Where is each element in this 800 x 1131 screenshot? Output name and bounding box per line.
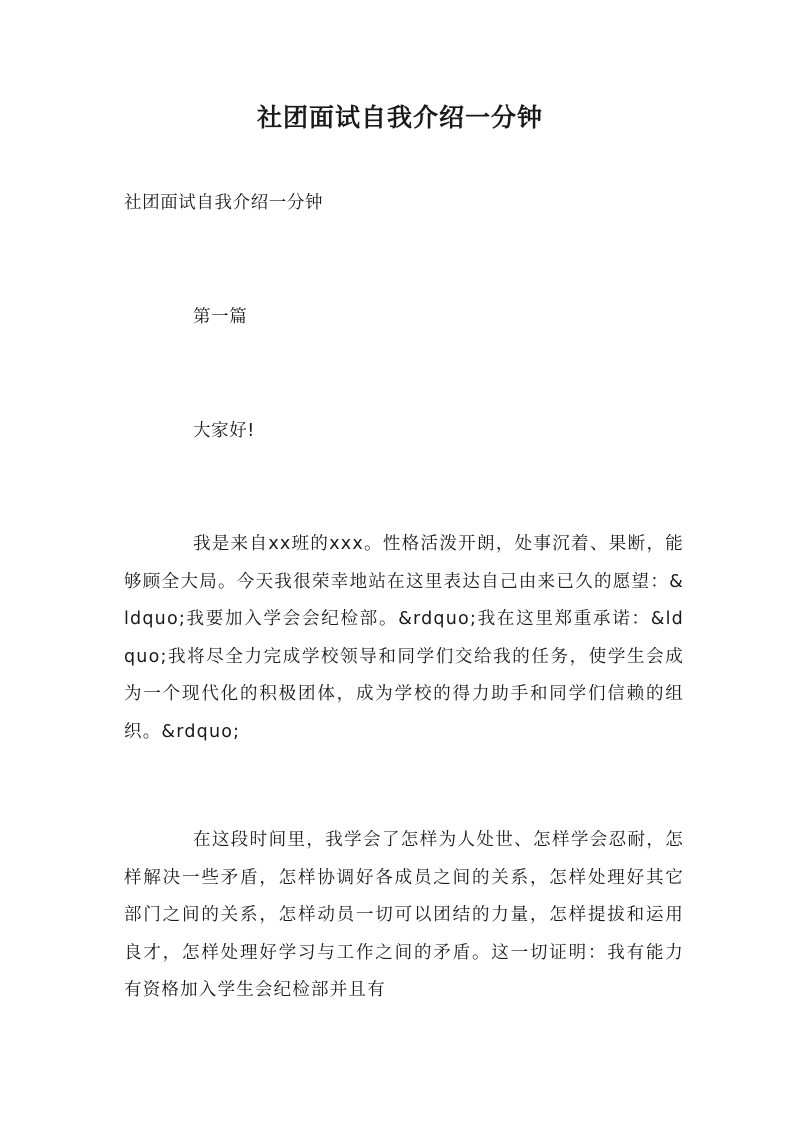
- greeting-line: 大家好!: [193, 421, 255, 441]
- body-paragraph-1: 我是来自xx班的xxx。性格活泼开朗，处事沉着、果断，能够顾全大局。今天我很荣幸地站在这里表达自己由来已久的愿望：&ldquo;我要加入学会会纪检部。&rdquo;我在这里郑重承诺：&ldquo;我将尽全力完成学校领导和同学们交给我的任务，使学生会成为一个现代化的积极团体，成为学校的得力助手和同学们信赖的组织。&rdquo;: [124, 534, 684, 742]
- section-heading: 第一篇: [193, 307, 248, 327]
- body-paragraph-2: 在这段时间里，我学会了怎样为人处世、怎样学会忍耐，怎样解决一些矛盾，怎样协调好各成员之间的关系，怎样处理好其它部门之间的关系，怎样动员一切可以团结的力量，怎样提拔和运用良才，怎样处理好学习与工作之间的矛盾。这一切证明：我有能力有资格加入学生会纪检部并且有: [124, 830, 684, 1000]
- document-title: 社团面试自我介绍一分钟: [256, 103, 543, 132]
- document-subtitle: 社团面试自我介绍一分钟: [124, 193, 324, 213]
